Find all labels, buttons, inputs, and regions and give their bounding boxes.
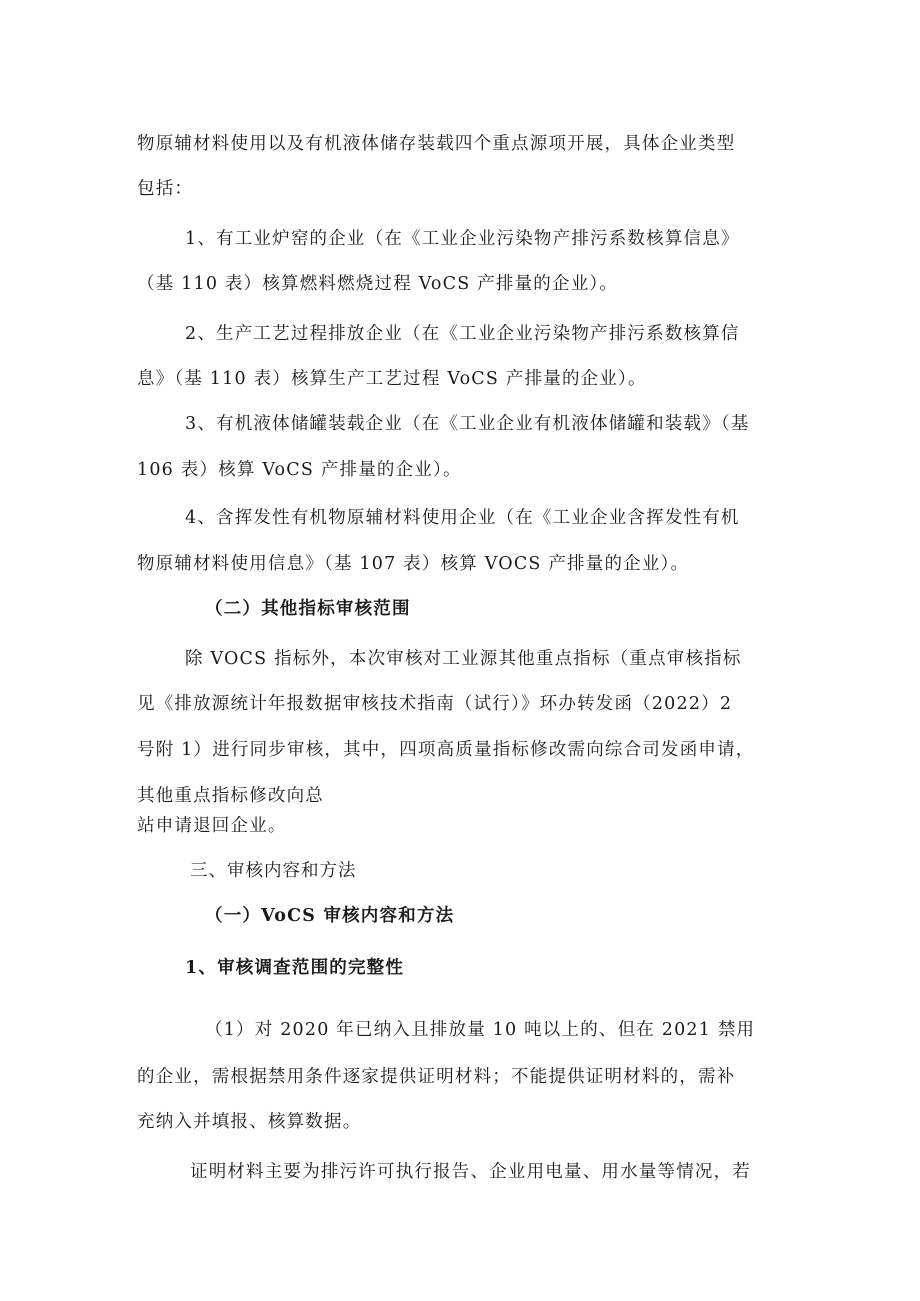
- paragraph-line: 除 VOCS 指标外，本次审核对工业源其他重点指标（重点审核指标: [185, 649, 742, 669]
- paragraph-line: 充纳入并填报、核算数据。: [137, 1112, 362, 1132]
- paragraph-line: 见《排放源统计年报数据审核技术指南（试行）》环办转发函（2022）2: [137, 694, 733, 714]
- paragraph-line: 号附 1）进行同步审核，其中，四项高质量指标修改需向综合司发函申请，: [137, 740, 755, 760]
- paragraph-line: （1）对 2020 年已纳入且排放量 10 吨以上的、但在 2021 禁用: [205, 1020, 756, 1040]
- paragraph-line: 包括：: [137, 179, 194, 199]
- paragraph-line: 证明材料主要为排污许可执行报告、企业用电量、用水量等情况，若: [190, 1162, 751, 1182]
- paragraph-line: 其他重点指标修改向总: [137, 786, 324, 806]
- list-item-3-cont: 106 表）核算 VoCS 产排量的企业）。: [137, 460, 462, 480]
- section-heading-other-indicators: （二）其他指标审核范围: [205, 599, 411, 619]
- list-item-4: 4、含挥发性有机物原辅材料使用企业（在《工业企业含挥发性有机: [185, 508, 740, 528]
- list-item-2: 2、生产工艺过程排放企业（在《工业企业污染物产排污系数核算信: [185, 324, 740, 344]
- subsection-heading-scope-completeness: 1、审核调查范围的完整性: [185, 958, 405, 978]
- list-item-1-cont: （基 110 表）核算燃料燃烧过程 VoCS 产排量的企业）。: [137, 274, 619, 294]
- paragraph-line: 站申请退回企业。: [137, 816, 287, 836]
- paragraph-line: 物原辅材料使用以及有机液体储存装载四个重点源项开展，具体企业类型: [137, 134, 736, 154]
- chapter-heading-audit-content: 三、审核内容和方法: [190, 861, 357, 881]
- list-item-3: 3、有机液体储罐装载企业（在《工业企业有机液体储罐和装载》（基: [185, 414, 750, 434]
- list-item-4-cont: 物原辅材料使用信息》（基 107 表）核算 VOCS 产排量的企业）。: [137, 554, 690, 574]
- section-heading-vocs-audit: （一）VoCS 审核内容和方法: [205, 906, 455, 926]
- paragraph-line: 的企业，需根据禁用条件逐家提供证明材料；不能提供证明材料的，需补: [137, 1067, 736, 1087]
- list-item-2-cont: 息》（基 110 表）核算生产工艺过程 VoCS 产排量的企业）。: [137, 369, 647, 389]
- list-item-1: 1、有工业炉窑的企业（在《工业企业污染物产排污系数核算信息》: [185, 229, 740, 249]
